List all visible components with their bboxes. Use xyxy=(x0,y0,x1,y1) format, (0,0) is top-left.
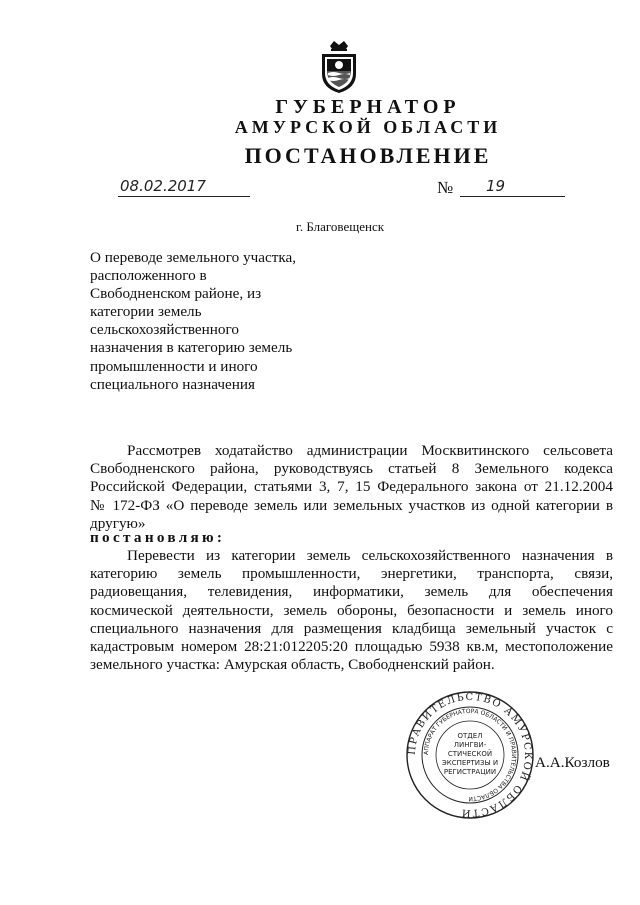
decision-line: категорию земель промышленности, энергетики, транспорта, связи, xyxy=(90,565,613,583)
document-number: 19 xyxy=(486,177,506,195)
preamble-line: № 172-ФЗ «О переводе земель или земельных участков из одной категории в xyxy=(90,496,613,514)
stamp-outer-text: ПРАВИТЕЛЬСТВО АМУРСКОЙ ОБЛАСТИ xyxy=(406,691,534,819)
stamp-inner-text: АППАРАТ ГУБЕРНАТОРА ОБЛАСТИ И ПРАВИТЕЛЬСТВА ОБЛАСТИ xyxy=(422,707,518,803)
document-type: ПОСТАНОВЛЕНИЕ xyxy=(244,143,492,168)
issuer-title: ГУБЕРНАТОР xyxy=(275,96,461,118)
subject-line: назначения в категорию земель xyxy=(90,339,293,357)
subject-line: специального назначения xyxy=(90,375,255,393)
preamble-line: другую» xyxy=(90,514,146,532)
stamp-center-line: РЕГИСТРАЦИИ xyxy=(443,768,497,776)
preamble-line: Рассмотрев ходатайство администрации Москвитинского сельсовета xyxy=(127,442,613,459)
subject-line: сельскохозяйственного xyxy=(90,321,239,339)
decision-line: кадастровым номером 28:21:012205:20 площадью 5938 кв.м, местоположение xyxy=(90,638,613,656)
resolve-word: постановляю: xyxy=(90,529,226,546)
stamp-center-line: ЭКСПЕРТИЗЫ И xyxy=(441,759,499,767)
decision-line: земельного участка: Амурская область, Свободненский район. xyxy=(90,656,495,674)
decision-paragraph xyxy=(90,547,613,674)
number-underline xyxy=(460,196,565,197)
decision-line: космической деятельности, земель обороны, безопасности и земель иного xyxy=(90,601,613,619)
document-date: 08.02.2017 xyxy=(120,177,206,195)
city: г. Благовещенск xyxy=(295,219,385,234)
decision-line: радиовещания, телевидения, информатики, земель для обеспечения xyxy=(90,583,613,601)
decision-line: специального назначения для размещения кладбища земельный участок с xyxy=(90,619,613,637)
date-underline xyxy=(118,196,250,197)
stamp-center-line: ОТДЕЛ xyxy=(457,732,483,740)
preamble-line: Свободненского района, руководствуясь статьей 8 Земельного кодекса xyxy=(90,460,613,478)
subject-line: категории земель xyxy=(90,303,202,321)
preamble-line: Российской Федерации, статьями 3, 7, 15 Федерального закона от 21.12.2004 xyxy=(90,478,613,496)
official-stamp xyxy=(405,690,535,820)
signatory-name: А.А.Козлов xyxy=(535,754,610,771)
number-sign: № xyxy=(437,178,454,197)
stamp-center-line: СТИЧЕСКОЙ xyxy=(447,750,493,758)
subject-line: Свободненском районе, из xyxy=(90,285,262,303)
coat-of-arms-emblem xyxy=(318,40,360,94)
preamble-paragraph xyxy=(90,442,613,533)
stamp-center-line: ЛИНГВИ- xyxy=(453,741,487,749)
subject-line: промышленности и иного xyxy=(90,357,258,375)
document-subject xyxy=(90,249,330,394)
issuer-region: АМУРСКОЙ ОБЛАСТИ xyxy=(234,117,502,137)
subject-line: расположенного в xyxy=(90,267,207,285)
decision-line: Перевести из категории земель сельскохозяйственного назначения в xyxy=(127,547,613,564)
subject-line: О переводе земельного участка, xyxy=(90,249,297,266)
